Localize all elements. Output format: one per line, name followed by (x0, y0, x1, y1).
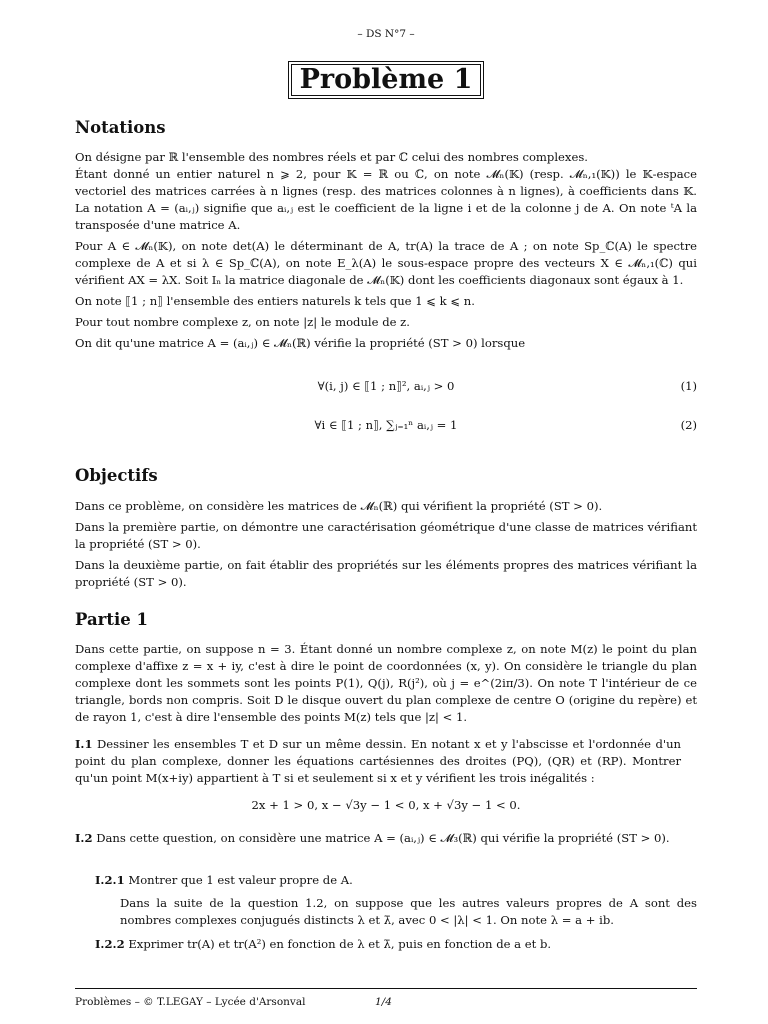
paragraph: On dit qu'une matrice A = (aᵢ,ⱼ) ∈ 𝓜ₙ(ℝ) vérifie la propriété (ST > 0) lorsque (75, 336, 526, 350)
equation-expr: ∀(i, j) ∈ ⟦1 ; n⟧², aᵢ,ⱼ > 0 (317, 379, 455, 393)
question-text: Dans cette question, on considère une matrice A = (aᵢ,ⱼ) ∈ 𝓜₃(ℝ) qui vérifie la propriété (ST > 0). (96, 831, 670, 845)
footer-rule (75, 988, 697, 989)
equation-2 (75, 417, 697, 437)
question-text: Montrer que 1 est valeur propre de A. (128, 873, 353, 887)
question-I-2 (75, 830, 681, 847)
paragraph: On note ⟦1 ; n⟧ l'ensemble des entiers naturels k tels que 1 ⩽ k ⩽ n. (75, 294, 475, 308)
equation-expr: ∀i ∈ ⟦1 ; n⟧, ∑ⱼ₌₁ⁿ aᵢ,ⱼ = 1 (314, 418, 458, 432)
question-label: I.1 (75, 737, 93, 751)
question-I-2-1 (95, 872, 697, 889)
question-I-2-2 (95, 936, 697, 953)
paragraph: Étant donné un entier naturel n ⩾ 2, pour 𝕂 = ℝ ou ℂ, on note 𝓜ₙ(𝕂) (resp. 𝓜ₙ,₁(𝕂)) le 𝕂-espace vectoriel des matrices carrées à n lignes (resp. des matrices colonnes à n lignes), à coefficients dans 𝕂. La notation A = (aᵢ,ⱼ) signifie que aᵢ,ⱼ est le coefficient de la ligne i et de la colonne j de A. On note ᵗA la transposée d'une matrice A. (75, 167, 697, 232)
document-page (75, 0, 697, 1024)
running-header: – DS N°7 – (357, 28, 415, 40)
question-label: I.2.1 (95, 873, 125, 887)
partie-1-intro (75, 641, 697, 730)
paragraph: Pour tout nombre complexe z, on note |z| le module de z. (75, 315, 410, 329)
paragraph: Dans cette partie, on suppose n = 3. Étant donné un nombre complexe z, on note M(z) le point du plan complexe d'affixe z = x + iy, c'est à dire le point de coordonnées (x, y). On considère le triangle du plan complexe dont les sommets sont les points P(1), Q(j), R(j²), où j = e^(2iπ/3). On note T l'intérieur de ce triangle, bords non compris. Soit D le disque ouvert du plan complexe de centre O (origine du repère) et de rayon 1, c'est à dire l'ensemble des points M(z) tels que |z| < 1. (75, 642, 697, 724)
inequalities: 2x + 1 > 0, x − √3y − 1 < 0, x + √3y − 1 < 0. (251, 798, 521, 812)
paragraph: Dans ce problème, on considère les matrices de 𝓜ₙ(ℝ) qui vérifient la propriété (ST > 0). (75, 499, 603, 513)
question-label: I.2.2 (95, 937, 125, 951)
paragraph: Pour A ∈ 𝓜ₙ(𝕂), on note det(A) le déterminant de A, tr(A) la trace de A ; on note Sp_ℂ(A) le spectre complexe de A et si λ ∈ Sp_ℂ(A), on note E_λ(A) le sous-espace propre des vecteurs X ∈ 𝓜ₙ,₁(ℂ) qui vérifient AX = λX. Soit Iₙ la matrice diagonale de 𝓜ₙ(𝕂) dont les coefficients diagonaux sont égaux à 1. (75, 239, 697, 287)
equation-1 (75, 378, 697, 398)
section-heading-objectifs: Objectifs (75, 466, 158, 485)
paragraph: On désigne par ℝ l'ensemble des nombres réels et par ℂ celui des nombres complexes. (75, 150, 588, 164)
question-text: Exprimer tr(A) et tr(A²) en fonction de λ et λ̄, puis en fonction de a et b. (128, 937, 552, 951)
question-I-2-1-note: Dans la suite de la question 1.2, on suppose que les autres valeurs propres de A sont des nombres complexes conjugués distincts λ et λ̄, avec 0 < |λ| < 1. On note λ = a + ib. (120, 896, 697, 927)
notations-body (75, 149, 697, 356)
page-number: 1/4 (375, 996, 392, 1008)
paragraph: Dans la première partie, on démontre une caractérisation géométrique d'une classe de matrices vérifiant la propriété (ST > 0). (75, 520, 697, 551)
question-text: Dessiner les ensembles T et D sur un même dessin. En notant x et y l'abscisse et l'ordonnée d'un point du plan complexe, donner les équations cartésiennes des droites (PQ), (QR) et (RP). Montrer qu'un point M(x+iy) appartient à T si et seulement si x et y vérifient les trois inégalités : (75, 737, 681, 785)
section-heading-notations: Notations (75, 118, 166, 137)
objectifs-body (75, 498, 697, 595)
footer-credit: Problèmes – © T.LEGAY – Lycée d'Arsonval (75, 996, 306, 1008)
paragraph: Dans la deuxième partie, on fait établir des propriétés sur les éléments propres des matrices vérifiant la propriété (ST > 0). (75, 558, 697, 589)
section-heading-partie-1: Partie 1 (75, 610, 148, 629)
problem-title: Problème 1 (291, 64, 481, 96)
equation-number: (1) (680, 379, 697, 393)
question-I-1 (75, 736, 681, 787)
question-label: I.2 (75, 831, 93, 845)
equation-number: (2) (680, 418, 697, 432)
